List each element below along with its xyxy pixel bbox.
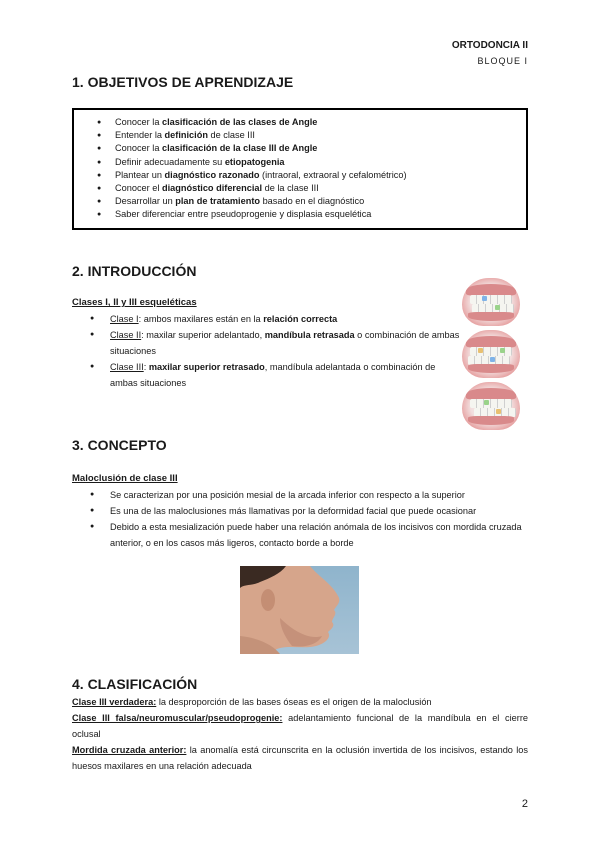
list-item: ● Plantear un diagnóstico razonado (intraoral, extraoral y cefalométrico) [74, 169, 526, 182]
list-item: ● Clase II: maxilar superior adelantado, mandíbula retrasada o combinación de ambas situaciones [90, 327, 460, 359]
subtitle-malocclusion: Maloclusión de clase III [72, 473, 178, 484]
list-item: ● Debido a esta mesialización puede haber una relación anómala de los incisivos con mordida cruzada anterior, o en los casos más ligeros, contacto borde a borde [90, 519, 530, 551]
list-item: ● Entender la definición de clase III [74, 129, 526, 142]
list-item: ● Clase III: maxilar superior retrasado, mandíbula adelantada o combinación de ambas situaciones [90, 359, 460, 391]
definition-true-class-iii: Clase III verdadera: la desproporción de las bases óseas es el origen de la maloclusión [72, 697, 432, 707]
face-profile-illustration [240, 566, 359, 654]
teeth-class-ii-image [462, 330, 520, 378]
list-item: ● Definir adecuadamente su etiopatogenia [74, 156, 526, 169]
list-item: ● Conocer la clasificación de las clases de Angle [74, 116, 526, 129]
section-title-classification: 4. CLASIFICACIÓN [72, 676, 198, 692]
list-item: ● Desarrollar un plan de tratamiento basado en el diagnóstico [74, 195, 526, 208]
list-item: ● Conocer la clasificación de la clase III de Angle [74, 142, 526, 155]
page-number: 2 [521, 798, 528, 810]
teeth-class-iii-image [462, 382, 520, 430]
list-item: ● Conocer el diagnóstico diferencial de la clase III [74, 182, 526, 195]
definition-anterior-crossbite: Mordida cruzada anterior: la anomalía está circunscrita en la oclusión invertida de los incisivos, estando los huesos maxilares en una relación adecuada [72, 745, 528, 771]
intro-list [90, 311, 460, 391]
objectives-box [72, 108, 528, 230]
block-label: BLOQUE I [477, 56, 528, 66]
list-item: ● Es una de las maloclusiones más llamativas por la deformidad facial que puede ocasionar [90, 503, 530, 519]
teeth-class-i-image [462, 278, 520, 326]
section-title-concept: 3. CONCEPTO [72, 437, 167, 453]
concept-list [90, 487, 530, 551]
section-title-objectives: 1. OBJETIVOS DE APRENDIZAJE [72, 74, 294, 90]
list-item: ● Clase I: ambos maxilares están en la relación correcta [90, 311, 460, 327]
section-title-introduction: 2. INTRODUCCIÓN [72, 263, 197, 279]
course-title: ORTODONCIA II [451, 40, 528, 51]
definition-false-class-iii: Clase III falsa/neuromuscular/pseudoprogenie: adelantamiento funcional de la mandíbula en el cierre oclusal [72, 713, 528, 739]
list-item: ● Se caracterizan por una posición mesial de la arcada inferior con respecto a la superior [90, 487, 530, 503]
subtitle-skeletal-classes: Clases I, II y III esqueléticas [72, 297, 197, 308]
objectives-list [74, 116, 526, 222]
patient-profile-photo [240, 566, 359, 654]
list-item: ● Saber diferenciar entre pseudoprogenie y displasia esquelética [74, 208, 526, 221]
